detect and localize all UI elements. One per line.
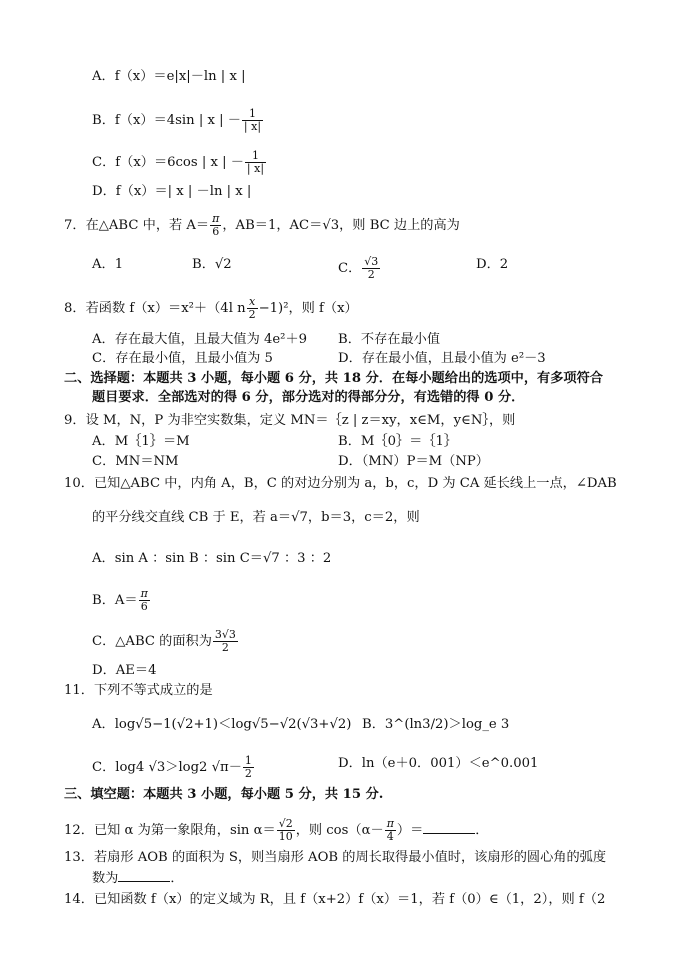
q10-option-d: D．AE＝4: [92, 663, 157, 678]
q8-stem-text-2: −1)²，则 f（x）: [258, 301, 358, 316]
q9-option-b: B．M｛0｝＝｛1｝: [338, 434, 458, 449]
q7-option-c-label: C．: [338, 261, 362, 276]
q6-option-b-fraction: [242, 108, 263, 133]
q10-stem-line-2: 的平分线交直线 CB 于 E，若 a＝√7，b＝3，c＝2，则: [92, 510, 420, 525]
q10-option-b: [92, 588, 151, 613]
q12-fraction-pi-4: [385, 818, 396, 843]
q12-answer-blank: [423, 821, 475, 834]
q6-option-c-text: C．f（x）＝6cos | x | －: [92, 155, 244, 170]
q9-option-c: C．MN＝NM: [92, 454, 179, 469]
q10-option-c: [92, 629, 239, 654]
q12-stem: [64, 818, 488, 843]
fraction-numerator: 1: [244, 754, 252, 767]
q7-stem: [64, 213, 460, 238]
fraction-denominator: | x|: [246, 162, 265, 175]
fraction-numerator: π: [140, 587, 148, 600]
q8-stem-text: 8．若函数 f（x）＝x²＋（4l n: [64, 301, 246, 316]
fraction-numerator: x: [247, 296, 258, 309]
q13-stem-text: 数为: [92, 871, 119, 886]
fraction-denominator: 2: [221, 641, 229, 654]
q8-option-c: C．存在最小值，且最小值为 5: [92, 351, 273, 366]
q9-option-d: D．（MN）P＝M（NP）: [338, 454, 489, 469]
fraction-numerator: √3: [364, 255, 379, 268]
q10-option-b-text: B．A＝: [92, 593, 138, 608]
q12-stem-text: 12．已知 α 为第一象限角，sin α＝: [64, 823, 276, 838]
q8-stem: [64, 296, 358, 321]
q7-option-c-fraction: [362, 256, 380, 281]
q14-stem: 14．已知函数 f（x）的定义域为 R，且 f（x+2）f（x）＝1，若 f（0）∈（1，2），则 f（2: [64, 892, 606, 907]
q7-option-b: B．√2: [192, 257, 232, 272]
q7-option-c: [338, 256, 381, 281]
q10-option-a: A．sin A ：sin B ：sin C＝√7 ：3 ：2: [92, 551, 332, 566]
q7-option-a: A．1: [92, 257, 124, 272]
q6-option-d: D．f（x）＝| x | －ln | x |: [92, 184, 252, 199]
q7-fraction-pi-6: [210, 213, 221, 238]
q11-option-a: A．log√5−1(√2+1)＜log√5−√2(√3+√2): [92, 717, 352, 732]
section-2-instructions: 题目要求．全部选对的得 6 分，部分选对的得部分分，有选错的得 0 分．: [92, 390, 525, 405]
q11-option-c-text: C．log4 √3＞log2 √π－: [92, 760, 242, 775]
fraction-numerator: 1: [245, 150, 266, 163]
fraction-denominator: 10: [278, 830, 293, 843]
q8-fraction-x-2: [247, 296, 258, 321]
q12-stem-text-2: ，则 cos（α－: [295, 823, 384, 838]
q11-option-b: B．3^(ln3/2)＞log_e 3: [362, 717, 510, 732]
q11-option-d: D．ln（e＋0．001）＜e^0.001: [338, 756, 539, 771]
q12-end-mark: ．: [475, 823, 489, 838]
q13-answer-blank: [118, 869, 170, 882]
q13-stem-line-2: [92, 869, 184, 888]
section-2-heading: 二、选择题：本题共 3 小题，每小题 6 分，共 18 分．在每小题给出的选项中，有多项符合: [64, 371, 603, 386]
fraction-numerator: π: [212, 212, 220, 225]
q10-option-b-fraction: [139, 588, 150, 613]
fraction-denominator: 6: [212, 225, 220, 238]
fraction-numerator: 1: [242, 108, 263, 121]
q13-end-mark: ．: [170, 871, 184, 886]
fraction-numerator: √2: [278, 817, 293, 830]
q6-option-c-fraction: [245, 150, 266, 175]
q11-option-c-fraction: [243, 755, 254, 780]
fraction-numerator: π: [386, 817, 394, 830]
fraction-denominator: | x|: [243, 120, 262, 133]
q11-option-c: [92, 755, 255, 780]
fraction-denominator: 6: [140, 600, 148, 613]
q7-stem-text: 7．在△ABC 中，若 A＝: [64, 218, 210, 233]
q10-stem-line-1: 10．已知△ABC 中，内角 A，B，C 的对边分别为 a，b，c，D 为 CA 延长线上一点，∠DAB: [64, 476, 617, 491]
fraction-numerator: 3√3: [214, 628, 236, 641]
q6-option-b-text: B．f（x）＝4sin | x | －: [92, 113, 241, 128]
fraction-denominator: 2: [248, 308, 256, 321]
q12-stem-text-3: ）＝: [396, 823, 424, 838]
q9-stem: 9．设 M，N，P 为非空实数集，定义 MN＝｛z | z＝xy，x∈M，y∈N｝，则: [64, 413, 516, 428]
section-3-heading: 三、填空题：本题共 3 小题，每小题 5 分，共 15 分.: [64, 787, 384, 802]
q6-option-c: [92, 150, 267, 175]
q13-stem-line-1: 13．若扇形 AOB 的面积为 S，则当扇形 AOB 的周长取得最小值时，该扇形的圆心角的弧度: [64, 850, 607, 865]
q11-stem: 11．下列不等式成立的是: [64, 683, 213, 698]
q10-option-c-fraction: [213, 629, 238, 654]
q9-option-a: A．M｛1｝＝M: [92, 434, 190, 449]
q7-option-d: D．2: [476, 257, 509, 272]
q8-option-d: D．存在最小值，且最小值为 e²－3: [338, 351, 546, 366]
q6-option-a: A．f（x）＝e|x|－ln | x |: [92, 69, 246, 84]
fraction-denominator: 2: [244, 767, 252, 780]
q8-option-b: B．不存在最小值: [338, 332, 441, 347]
q8-option-a: A．存在最大值，且最大值为 4e²＋9: [92, 332, 308, 347]
q6-option-b: [92, 108, 264, 133]
fraction-denominator: 2: [367, 268, 375, 281]
q12-fraction-sqrt2-10: [277, 818, 295, 843]
q10-option-c-text: C．△ABC 的面积为: [92, 634, 212, 649]
fraction-denominator: 4: [386, 830, 394, 843]
q7-stem-text-2: ，AB＝1，AC＝√3，则 BC 边上的高为: [222, 218, 460, 233]
